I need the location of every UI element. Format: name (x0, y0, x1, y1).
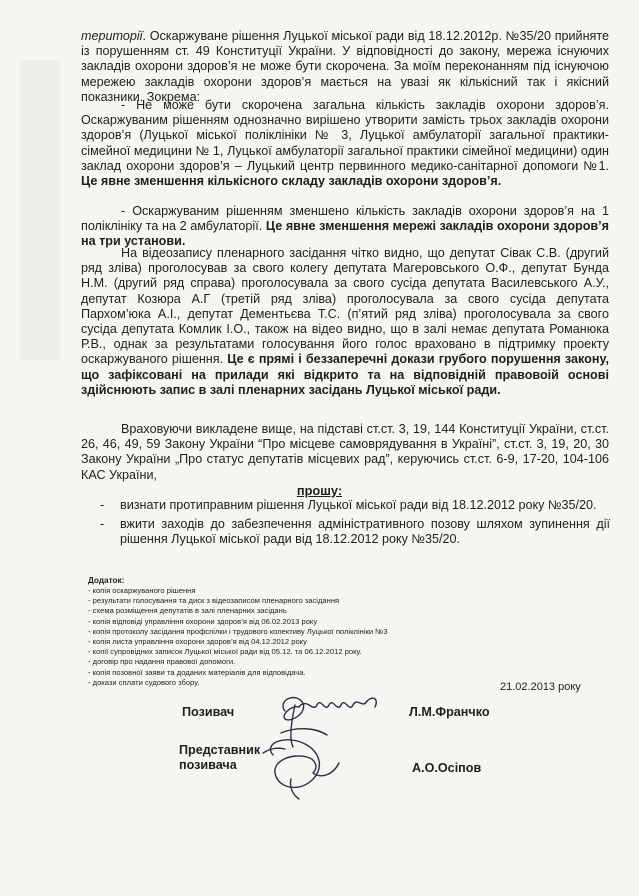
page-shadow-left (20, 60, 60, 360)
list-dash: - (100, 498, 105, 512)
representative-label: Представник позивача (179, 743, 261, 772)
attachment-item: - копії супровідних записок Луцької міської ради від 05.12. та 06.12.2012 року. (88, 647, 362, 657)
attachments-title: Додаток: (88, 576, 125, 585)
paragraph-territory-text: . Оскаржуване рішення Луцької міської ради від 18.12.2012р. №35/20 прийняте із порушенням ст. 49 Конституції України. У відповідності до закону, мережа існуючих закладів охорони здоров’я не може бути скорочена. За моїм переконанням під існуючою мережею закладів охорони здоров’я мається на увазі як кількісний так і якісний показники. Зокрема: (81, 29, 609, 104)
paragraph-facility-count-conclusion: Це явне зменшення кількісного складу закладів охорони здоров’я. (81, 174, 502, 189)
paragraph-network-reduction-conclusion: Це явне зменшення мережі закладів охорони здоров’я на три установи. (81, 219, 610, 249)
attachment-item: - копія відповіді управління охорони здоров’я від 06.02.2013 року (88, 616, 318, 626)
paragraph-facility-count-text: - Не може бути скорочена загальна кількість закладів охорони здоров’я. Оскаржуваним рішенням однозначно вирішено утворити замість трьох закладів охорони здоров’я (Луцької міської поліклініки № 3, Луцької амбулаторії загальної практики-сімейної медицини № 1, Луцької амбулаторії загальної практики сімейної медицини) один заклад охорони здоров’я – Луцький центр первинного медико-санітарної допомоги №1. (81, 98, 609, 173)
attachment-item: - договір про надання правової допомоги. (88, 657, 236, 667)
list-dash: - (100, 517, 105, 531)
request-item-text: вжити заходів до забезпечення адміністративного позову шляхом зупинення дії рішення Луцької міської ради від 18.12.2012 року №35/20. (120, 517, 610, 546)
paragraph-video-evidence (81, 246, 609, 398)
representative-name: А.О.Осіпов (412, 761, 482, 775)
request-item-text: визнати протиправним рішення Луцької міської ради від 18.12.2012 року №35/20. (120, 498, 597, 512)
attachments-list (88, 586, 608, 688)
attachment-item: - схема розміщення депутатів в залі пленарних засідань (88, 606, 287, 616)
paragraph-territory (81, 29, 609, 105)
paragraph-facility-count (81, 98, 609, 189)
attachment-item: - копія позовної заяви та доданих матеріалів для відповідача. (88, 667, 306, 677)
request-title: прошу: (296, 483, 343, 498)
plaintiff-label: Позивач (182, 705, 235, 719)
attachment-item: - копія протоколу засідання профспілки і трудового колективу Луцької поліклініки №3 (88, 626, 388, 636)
plaintiff-name: Л.М.Франчко (409, 705, 490, 719)
request-list (100, 498, 610, 551)
paragraph-network-reduction (81, 204, 609, 250)
paragraph-video-evidence-conclusion: Це є прямі і беззаперечні докази грубого порушення закону, що зафіксовані на прилади які відкрито та на відповідній правовоій основі здійснюють запис в залі пленарних засідань Луцької міської ради. (81, 352, 610, 397)
attachment-item: - копія оскаржуваного рішення (88, 586, 196, 595)
request-item (100, 498, 610, 513)
handwritten-signature (255, 683, 405, 803)
attachment-item: - докази сплати судового збору. (88, 677, 200, 687)
attachment-item: - результати голосування та диск з відеозаписом пленарного засідання (88, 596, 340, 606)
document-date: 21.02.2013 року (500, 681, 581, 693)
paragraph-video-evidence-text: На відеозапису пленарного засідання чітко видно, що депутат Сівак С.В. (другий ряд зліва) проголосував за свого колегу депутата Магеровського О.Ф., депутат Бунда Н.М. (другий ряд справа) проголосувала за свого сусіда депутата Василевського А.У., депутат Козюра А.Г (третій ряд зліва) проголосувала за свого сусіда депутата Пархом’юка А.І., депутат Дементьєва Т.С. (п’ятий ряд зліва) проголосувала за свого сусіда депутата Комлик І.О., також на відео видно, що в залі немає депутата Романюка Р.В., однак за результатами голосування його голос враховано в підтримку проекту оскаржуваного рішення. (81, 246, 609, 367)
paragraph-network-reduction-text: - Оскаржуваним рішенням зменшено кількість закладів охорони здоров’я на 1 поліклініку та на 2 амбулаторії. (81, 204, 609, 234)
request-item (100, 517, 610, 547)
attachments-section (88, 576, 608, 688)
italic-word-territory: території (81, 29, 143, 43)
attachment-item: - копія листа управління охорони здоров’я від 04.12.2012 року (88, 637, 307, 647)
paragraph-legal-basis: Враховуючи викладене вище, на підставі ст.ст. 3, 19, 144 Конституції України, ст.ст. 26, 46, 49, 59 Закону України “Про місцеве самоврядування в Україні”, ст.ст. 3, 19, 20, 30 Закону України „Про статус депутатів місцевих рад”, керуючись ст.ст. 6-9, 17-20, 104-106 КАС України, (81, 422, 609, 482)
